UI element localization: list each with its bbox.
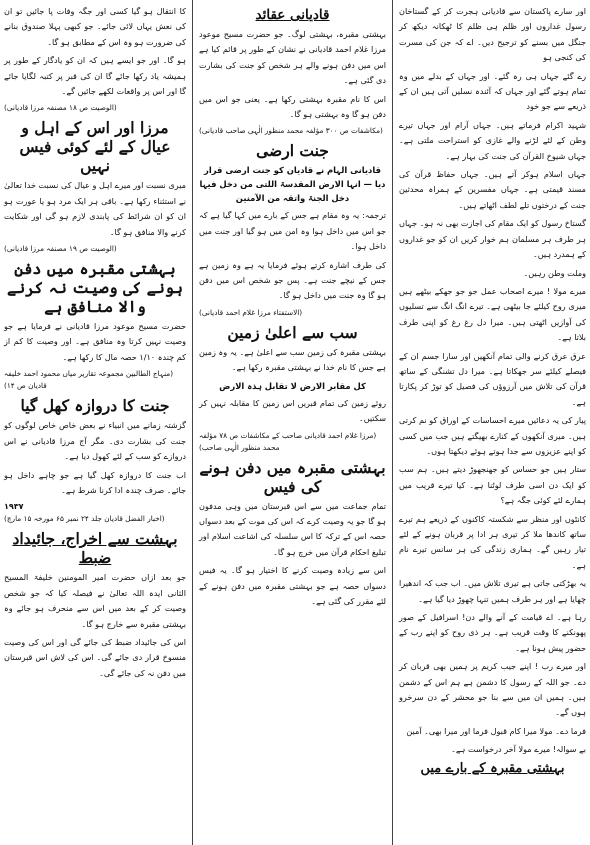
paragraph: روئے زمین کی تمام قبریں اس زمین کا مقابلہ نہیں کر سکتیں۔	[199, 397, 386, 424]
paragraph: کی طرف اشارہ کرتے ہوئے فرمایا یہ ہے وہ زمین ہے جس کے نیچے جنت ہے۔ پس جو شخص اس میں دفن ہو گا وہ جنت میں داخل ہو گا۔	[199, 259, 386, 301]
middle-column	[195, 0, 390, 845]
paragraph: حضرت مسیح موعود مرزا قادیانی نے فرمایا ہے جو وصیت نہیں کرتا وہ منافق ہے۔ اور وصیت کا کم از کم چندہ ۱/۱۰ حصہ مال کا رکھا ہے۔	[4, 321, 186, 362]
section-heading: جنت ارضی	[256, 141, 329, 161]
right-column	[395, 0, 590, 845]
arabic-quote: کل مقابر الارض لا تقابل ہذہ الارض	[219, 380, 366, 391]
source-citation: (منہاج الطالبین مجموعہ تقاریر میاں محمود احمد خلیفہ قادیان ص ۱۴)	[4, 369, 174, 391]
paragraph: میرے مولا ! میرے اصحاب عمل جو جو جھکے بیٹھے ہیں میری روح کیلئے جا بیٹھی ہے۔ تیرے انگ انگ سے تسلیوں کی آوازیں اٹھتی ہیں۔ میرا دل رغ رغ کو اپنی طرف بلاتا ہے۔	[399, 285, 586, 343]
paragraph: شہید اکرام فرماتے ہیں۔ جہاں آرام اور جہاں تیرے وطن کے لئے لڑنے والے غازی کو استراحت ملتی ہے۔ جہاں شیوخ القرآن کی جنت کی بہار ہے۔	[399, 119, 586, 161]
column-divider	[192, 0, 193, 845]
section-heading: مرزا اور اس کے اہل و عیال کے لئے کوئی فیس نہیں	[19, 118, 171, 176]
source-citation: (الوصیت ص ۱۹ مصنفہ مرزا قادیانی)	[4, 244, 117, 254]
paragraph: جو بعد ازاں حضرت امیر المومنین خلیفۃ المسیح الثانی ایدہ اللہ تعالیٰ نے فیصلہ کیا کہ جو شخص وصیت کر کے بعد میں اس سے منحرف ہو جائے وہ بہشتی مقبرہ سے خارج ہو گا۔	[4, 572, 186, 629]
source-citation: (الوصیت ص ۱۸ مصنفہ مرزا قادیانی)	[4, 103, 117, 113]
paragraph: بے سوالہ! میرے مولا آخر درخواست ہے۔	[451, 744, 586, 755]
footer-heading: بہشتی مقبرہ کے بارے میں	[420, 760, 565, 776]
paragraph: بہشتی مقبرہ کی زمین سب سے اعلیٰ ہے۔ یہ وہ زمین ہے جس کا نام خدا نے بہشتی مقبرہ رکھا ہے۔	[199, 346, 386, 373]
left-column	[0, 0, 190, 845]
source-citation: (مکاشفات ص ۳۰۰ مؤلفہ محمد منظور الٰہی صاحب قادیانی)	[199, 126, 383, 136]
paragraph: اس کا نام مقبرہ بہشتی رکھا ہے۔ یعنی جو اس میں دفن ہو گا وہ بہشتی ہو گا۔	[199, 93, 386, 120]
section-heading: بہشتی مقبرہ میں دفن ہونے کی فیس	[199, 457, 386, 496]
paragraph: رہا ہے۔ اے قیامت کے آنے والے دن! اسرافیل کے صور پھونکنے کا وقت قریب ہے۔ ہر ذی روح کو اپنے رب کے حضور پیش ہونا ہے۔	[399, 612, 586, 653]
paragraph: اور میرے رب ! اپنے جیب کریم پر ہمیں بھی قربان کر دے۔ جو اللہ کے رسول کا دشمن ہے ہم اس کے دشمن ہیں۔ ہمیں ان میں سے بنا جو محشر کے دن سرخرو ہوں گے۔	[399, 661, 586, 718]
source-citation: (اخبار الفضل قادیان جلد ۲۴ نمبر ۶۵ مورخہ ۱۵ مارچ)	[4, 514, 165, 524]
paragraph: عرق عرق کرنے والی تمام آنکھیں اور سارا جسم ان کے فیصلے کیلئے سر جھکاتا ہے۔ میرا دل تشنگی کے ساتھ قرآن کی تلاش میں آرزوؤں کی فصیل کو توڑ کر پکارتا ہے۔	[399, 350, 586, 407]
arabic-quote: قادیانی الہام نے قادیان کو جنت ارضی قرار دیا — انہا الارض المقدسۃ اللتی من دخل فیہا دخل الجنۃ واتقہ من الآمنین	[199, 165, 386, 204]
source-citation: (الاستفتاء مرزا غلام احمد قادیانی)	[199, 307, 303, 317]
paragraph: کا انتقال ہو گیا کسی اور جگہ وفات پا جائیں تو ان کی نعش یہاں لائی جائے۔ جو کبھی پہلا صندوق بنانے کی ضرورت ہو وہ اس کے مطابق ہو گا۔	[4, 6, 186, 47]
paragraph: وملت وطن رہیں۔	[523, 267, 586, 278]
section-heading: بہشتی مقبرہ میں دفن ہونے کی وصیت نہ کرنے والا منافق ہے	[7, 259, 183, 317]
section-heading: بہشت سے اخراج، جائیداد ضبط	[12, 529, 178, 568]
paragraph: جہاں اسلام ہوکر آتے ہیں۔ جہاں حفاظ قرآن کی مسند قیمتی ہے۔ جہاں مفسرین کے ہمراہ محدثین جنت کے درختوں تلے لطف اٹھاتے ہیں۔	[399, 169, 586, 210]
paragraph: میری نسبت اور میرے اہل و عیال کی نسبت خدا تعالیٰ نے استثناء رکھا ہے۔ باقی ہر ایک مرد ہو یا عورت ہو ان کو ان شرائط کی پابندی لازم ہو گی اور شکایت کرنے والا منافق ہو گا۔	[4, 180, 186, 237]
paragraph: فرما دے۔ مولا میرا کام قبول فرما اور میرا بھی۔ آمین	[406, 725, 586, 736]
paragraph: یہ بھڑکتی جاتی ہے تیری تلاش میں۔ اب جب کہ اندھیرا چھایا ہے اور ہر طرف ہمیں تنہا چھوڑ دیا گیا ہے۔	[399, 578, 586, 604]
paragraph: اور سارے پاکستان سے قادیانی ہجرت کر کے گستاخان رسول غداروں اور ظلم ہی ظلم کا ٹھکانہ دیکھ کر جنگل میں بسنے کو ترجیح دیں۔ اے کہ جن کی مسرت کی کنجی ہو	[399, 6, 586, 63]
paragraph: ترجمہ: یہ وہ مقام ہے جس کے بارے میں کہا گیا ہے کہ جو اس میں داخل ہوا وہ امن میں ہو گیا اور جنت میں داخل ہوا۔	[199, 210, 386, 252]
column-divider	[392, 0, 393, 845]
paragraph: رے گئے جہاں ہی رہ گئے۔ اور جہاں کے بدلے میں وہ تمام ہوتے گئے اور جہاں کہ آئندہ نسلیں آتی ہیں ان کے ذریعے سے جو خود	[399, 70, 586, 112]
paragraph: بہشتی مقبرہ، بہشتی لوگ۔ جو حضرت مسیح موعود مرزا غلام احمد قادیانی نے نشان کے طور پر قائم کیا ہے اس میں دفن ہونے والے ہر شخص کو جنت کی بشارت دی گئی ہے۔	[199, 29, 386, 86]
paragraph: کانٹوں اور منظر سے شکستہ کاکنوں کے ذریعے ہم تیرے ساتھ کاندھا ملا کر تیری ہر ادا پر قربان ہونے کے لئے تیار رہیں گے۔ ہماری زندگی کی ہر سانس تیرے نام ہے۔	[399, 513, 586, 570]
paragraph: گزشتہ زمانے میں انبیاء نے بعض خاص خاص لوگوں کو جنت کی بشارت دی۔ مگر آج مرزا قادیانی نے اس دروازے کو سب کے لئے کھول دیا ہے۔	[4, 420, 186, 462]
section-heading: قادیانی عقائد	[255, 7, 330, 23]
paragraph: ستار ہیں جو حساس کو جھنجھوڑ دیتے ہیں۔ ہم سب کو ایک دن اسی طرف لوٹنا ہے۔ کیا تیرے قریب میں ہمارے لئے کوئی جگہ ہے؟	[399, 464, 586, 506]
paragraph: پیار کی یہ دعائیں میرے احساسات کے اوراق کو نم کرتی ہیں۔ میری آنکھوں کے کنارے بھیگتے ہیں جب میں کسی کو اپنے عزیزوں سے جدا ہوتے ہوئے دیکھتا ہوں۔	[399, 415, 586, 456]
source-citation: (مرزا غلام احمد قادیانی صاحب کے مکاشفات ص ۷۸ مؤلفہ محمد منظور الٰہی صاحب)	[199, 430, 377, 452]
paragraph: اس کی جائیداد ضبط کی جائے گی اور اس کی وصیت منسوخ قرار دی جائے گی۔ اس کی لاش اس قبرستان میں دفن نہ کی جائے گی۔	[4, 636, 186, 678]
paragraph: اس سے زیادہ وصیت کرنے کا اختیار ہو گا۔ یہ فیس دسواں حصہ ہے جو بہشتی مقبرہ میں دفن ہونے کے لئے مقرر کی گئی ہے۔	[199, 565, 386, 606]
section-heading: جنت کا دروازہ کھل گیا	[20, 396, 170, 416]
year-label: ۱۹۳۷	[4, 502, 24, 512]
paragraph: اب جنت کا دروازہ کھل گیا ہے جو چاہے داخل ہو جائے۔ صرف چندہ ادا کرنا شرط ہے۔	[4, 469, 186, 495]
paragraph: گستاخ رسول کو ایک مقام کی اجازت بھی نہ ہو۔ جہاں ہر طرف ہر مسلمان ہم خوار کریں ان کو جو غداروں کے ہمدرد ہیں۔	[399, 218, 586, 260]
paragraph: تمام جماعت میں سے اس قبرستان میں وہی مدفون ہو گا جو یہ وصیت کرے کہ اس کی موت کے بعد دسواں حصہ اس کے ترکہ کا اس سلسلہ کی اشاعت اسلام اور تبلیغ احکام قرآن میں خرچ ہو گا۔	[199, 500, 386, 557]
paragraph: ہو گا۔ اور جو ایسے ہیں کہ ان کو یادگار کے طور پر ہمیشہ یاد رکھا جائے گا ان کی قبر پر کتبہ لگایا جائے گا اور اس پر واقعات لکھے جائیں گے۔	[4, 55, 186, 97]
section-heading: سب سے اعلیٰ زمین	[227, 322, 358, 342]
